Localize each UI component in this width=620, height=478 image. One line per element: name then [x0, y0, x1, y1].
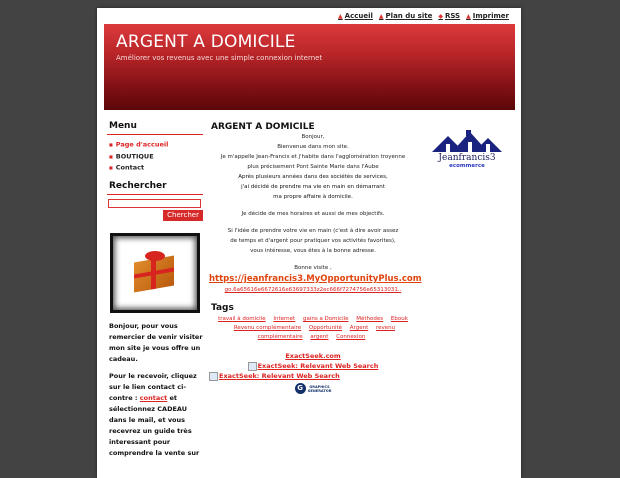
- exactseek-block: [209, 351, 417, 394]
- tag-link[interactable]: travail à domicile: [218, 316, 266, 322]
- tag-cloud: [209, 315, 417, 342]
- sidebar: [107, 120, 203, 465]
- tag-link[interactable]: Argent: [349, 325, 369, 331]
- search-input[interactable]: [108, 199, 201, 208]
- tag-link[interactable]: revenu complémentaire: [257, 325, 396, 340]
- top-link-rss[interactable]: ◆ RSS: [438, 12, 461, 20]
- content-title: ARGENT A DOMICILE: [211, 122, 315, 132]
- exactseek-image-link-2[interactable]: ExactSeek: Relevant Web Search: [209, 372, 340, 380]
- broken-image-icon: [248, 362, 257, 371]
- menu-item-contact[interactable]: ■ Contact: [107, 162, 203, 174]
- tag-link[interactable]: Connexion: [336, 334, 366, 340]
- gift-icon: [134, 255, 174, 292]
- site-header: [104, 24, 515, 110]
- tag-link[interactable]: gains a Domicile: [302, 316, 349, 322]
- tag-link[interactable]: Ebouk: [390, 316, 408, 322]
- menu-item-accueil[interactable]: ■ Page d'accueil: [107, 139, 203, 151]
- exactseek-link[interactable]: ExactSeek.com: [285, 352, 341, 360]
- tag-link[interactable]: argent: [310, 334, 329, 340]
- search-button[interactable]: Chercher: [163, 210, 203, 221]
- main-content: [209, 120, 422, 394]
- print-icon: ▲: [466, 12, 471, 20]
- contact-link[interactable]: contact: [139, 393, 168, 402]
- gift-offer-instructions: Pour le recevoir, cliquez sur le lien contact ci-contre : contact et sélectionnez CADEAU dans le mail, et vous recevrez un guide très interessant pour comprendre la vente sur: [109, 371, 200, 457]
- broken-image-icon: [209, 372, 218, 381]
- graphics-generator-logo-icon: G: [295, 383, 306, 394]
- rss-icon: ◆: [438, 12, 443, 20]
- tag-link[interactable]: Opportunité: [308, 325, 343, 331]
- brand-logo[interactable]: [419, 128, 515, 169]
- search-heading: Rechercher: [107, 180, 203, 195]
- top-link-accueil[interactable]: ▲ Accueil: [338, 12, 373, 20]
- site-subtitle: Améliorer vos revenus avec une simple connexion internet: [116, 54, 323, 62]
- tag-link[interactable]: Revenu complémentaire: [233, 325, 302, 331]
- top-link-imprimer[interactable]: ▲ Imprimer: [466, 12, 509, 20]
- menu-list: [107, 139, 203, 174]
- page-container: [97, 8, 521, 478]
- home-icon: ▲: [338, 12, 343, 20]
- go-url-link[interactable]: go.6a65616e6672616e63697333z2ec666f7274756e65313031..: [224, 287, 402, 293]
- menu-item-boutique[interactable]: ■ BOUTIQUE: [107, 151, 203, 163]
- brand-tagline: ecommerce: [449, 163, 485, 169]
- top-link-plan-du-site[interactable]: ▲ Plan du site: [378, 12, 433, 20]
- exactseek-image-link-1[interactable]: ExactSeek: Relevant Web Search: [248, 362, 379, 370]
- site-title[interactable]: ARGENT A DOMICILE: [116, 32, 296, 52]
- gift-image: [110, 233, 200, 313]
- gift-offer-intro: Bonjour, pour vous remercier de venir visiter mon site je vous offre un cadeau.: [109, 321, 203, 363]
- welcome-text: Bonjour, Bienvenue dans mon site. Je m'appelle Jean-Francis et j'habite dans l'agglomération troyenne plus précisement Pont Sainte Marie dans l'Aube Après plusieurs années dans des sociétés de services, j'ai décidé de prendre ma vie en main en démarrant ma propre affaire à domicile. Je décide de mes horaires et aussi de mes objectifs. Si l'idée de prendre votre vie en main (c'est à dire avoir assez de temps et d'argent pour pratiquer vos activités favorites), vous intéresse, vous êtes à la bonne adresse. Bonne visite ,: [220, 134, 406, 271]
- gift-bow-icon: [145, 251, 165, 261]
- top-links: [338, 12, 509, 20]
- house-roofs-icon: [430, 128, 504, 154]
- sitemap-icon: ▲: [378, 12, 384, 20]
- tag-link[interactable]: Internet: [273, 316, 296, 322]
- tags-heading: Tags: [211, 303, 234, 313]
- brand-name: Jeanfrancis3: [438, 153, 496, 163]
- tag-link[interactable]: Méthodes: [356, 316, 384, 322]
- gift-offer-text: [107, 321, 203, 459]
- opportunity-url-link[interactable]: https://jeanfrancis3.MyOpportunityPlus.com: [209, 274, 422, 284]
- graphics-generator-badge[interactable]: G GRAPHICS GENERATOR: [209, 383, 417, 394]
- menu-heading: Menu: [107, 120, 203, 135]
